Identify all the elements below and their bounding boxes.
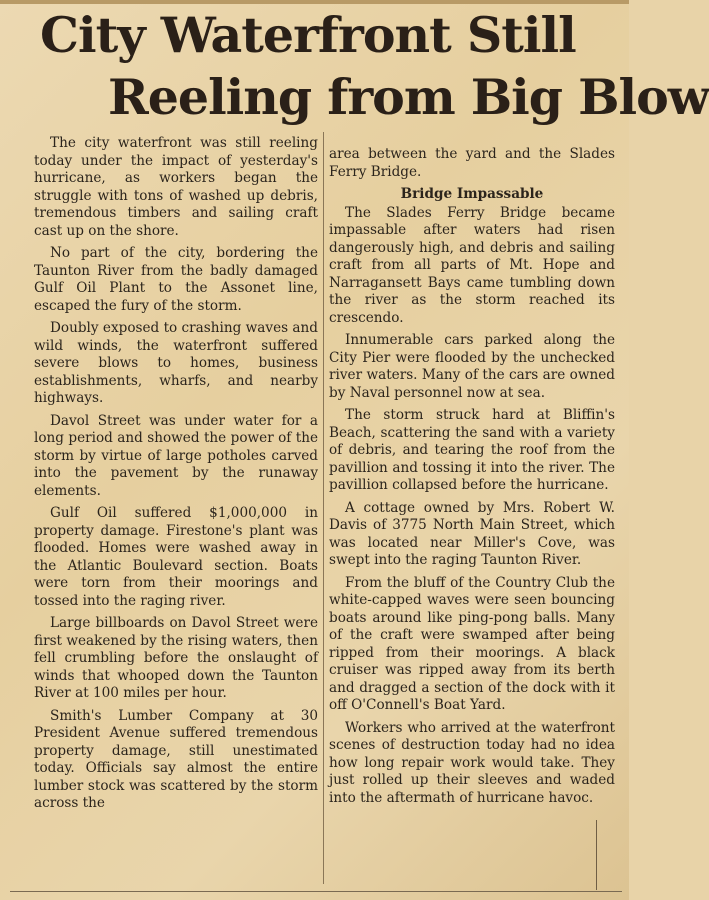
headline-line-1: City Waterfront Still	[40, 6, 576, 64]
headline-line-2: Reeling from Big Blow	[108, 68, 709, 126]
paragraph: Smith's Lumber Company at 30 President Avenue suffered tremendous property damage, still unestimated today. Officials say almost the entire lumber stock was scattered by the storm across the	[34, 707, 318, 811]
paragraph: Innumerable cars parked along the City Pier were flooded by the unchecked river waters. Many of the cars are owned by Naval personnel now at sea.	[329, 332, 615, 401]
paragraph: Workers who arrived at the waterfront scenes of destruction today had no idea how long repair work would take. They just rolled up their sleeves and waded into the aftermath of hurricane havoc.	[329, 719, 615, 806]
left-column	[34, 135, 318, 818]
paragraph: Large billboards on Davol Street were first weakened by the rising waters, then fell crumbling before the onslaught of winds that whooped down the Taunton River at 100 miles per hour.	[34, 615, 318, 701]
paragraph: The storm struck hard at Bliffin's Beach, scattering the sand with a variety of debris, and tearing the roof from the pavillion and tossing it into the river. The pavillion collapsed before the hurricane.	[329, 407, 615, 493]
clipping-top-edge	[0, 0, 629, 4]
continued-paragraph: area between the yard and the Slades Ferry Bridge.	[329, 146, 615, 180]
right-column	[329, 146, 615, 812]
column-end-rule	[596, 820, 597, 890]
paragraph: The Slades Ferry Bridge became impassable after waters had risen dangerously high, and debris and sailing craft from all parts of Mt. Hope and Narragansett Bays came tumbling down the river as the storm reached its crescendo.	[329, 204, 615, 326]
paragraph: Davol Street was under water for a long period and showed the power of the storm by virtue of large potholes carved into the pavement by the runaway elements.	[34, 412, 318, 499]
subhead-bridge-impassable: Bridge Impassable	[400, 186, 544, 202]
paragraph: From the bluff of the Country Club the white-capped waves were seen bouncing boats around like ping-pong balls. Many of the craft were swamped after being ripped from their moorings. A black cruiser was ripped away from its berth and dragged a section of the dock with it off O'Connell's Boat Yard.	[329, 574, 615, 713]
paragraph: No part of the city, bordering the Taunton River from the badly damaged Gulf Oil Plant to the Assonet line, escaped the fury of the storm.	[34, 245, 318, 314]
paragraph: A cottage owned by Mrs. Robert W. Davis of 3775 North Main Street, which was located near Miller's Cove, was swept into the raging Taunton River.	[329, 499, 615, 568]
paragraph: Doubly exposed to crashing waves and wild winds, the waterfront suffered severe blows to homes, business establishments, wharfs, and nearby highways.	[34, 320, 318, 406]
bottom-rule	[10, 891, 622, 892]
column-divider	[323, 132, 324, 884]
paragraph: The city waterfront was still reeling today under the impact of yesterday's hurricane, as workers began the struggle with tons of washed up debris, tremendous timbers and sailing craft cast up on the shore.	[34, 135, 318, 239]
paragraph: Gulf Oil suffered $1,000,000 in property damage. Firestone's plant was flooded. Homes were washed away in the Atlantic Boulevard section. Boats were torn from their moorings and tossed into the raging river.	[34, 505, 318, 609]
